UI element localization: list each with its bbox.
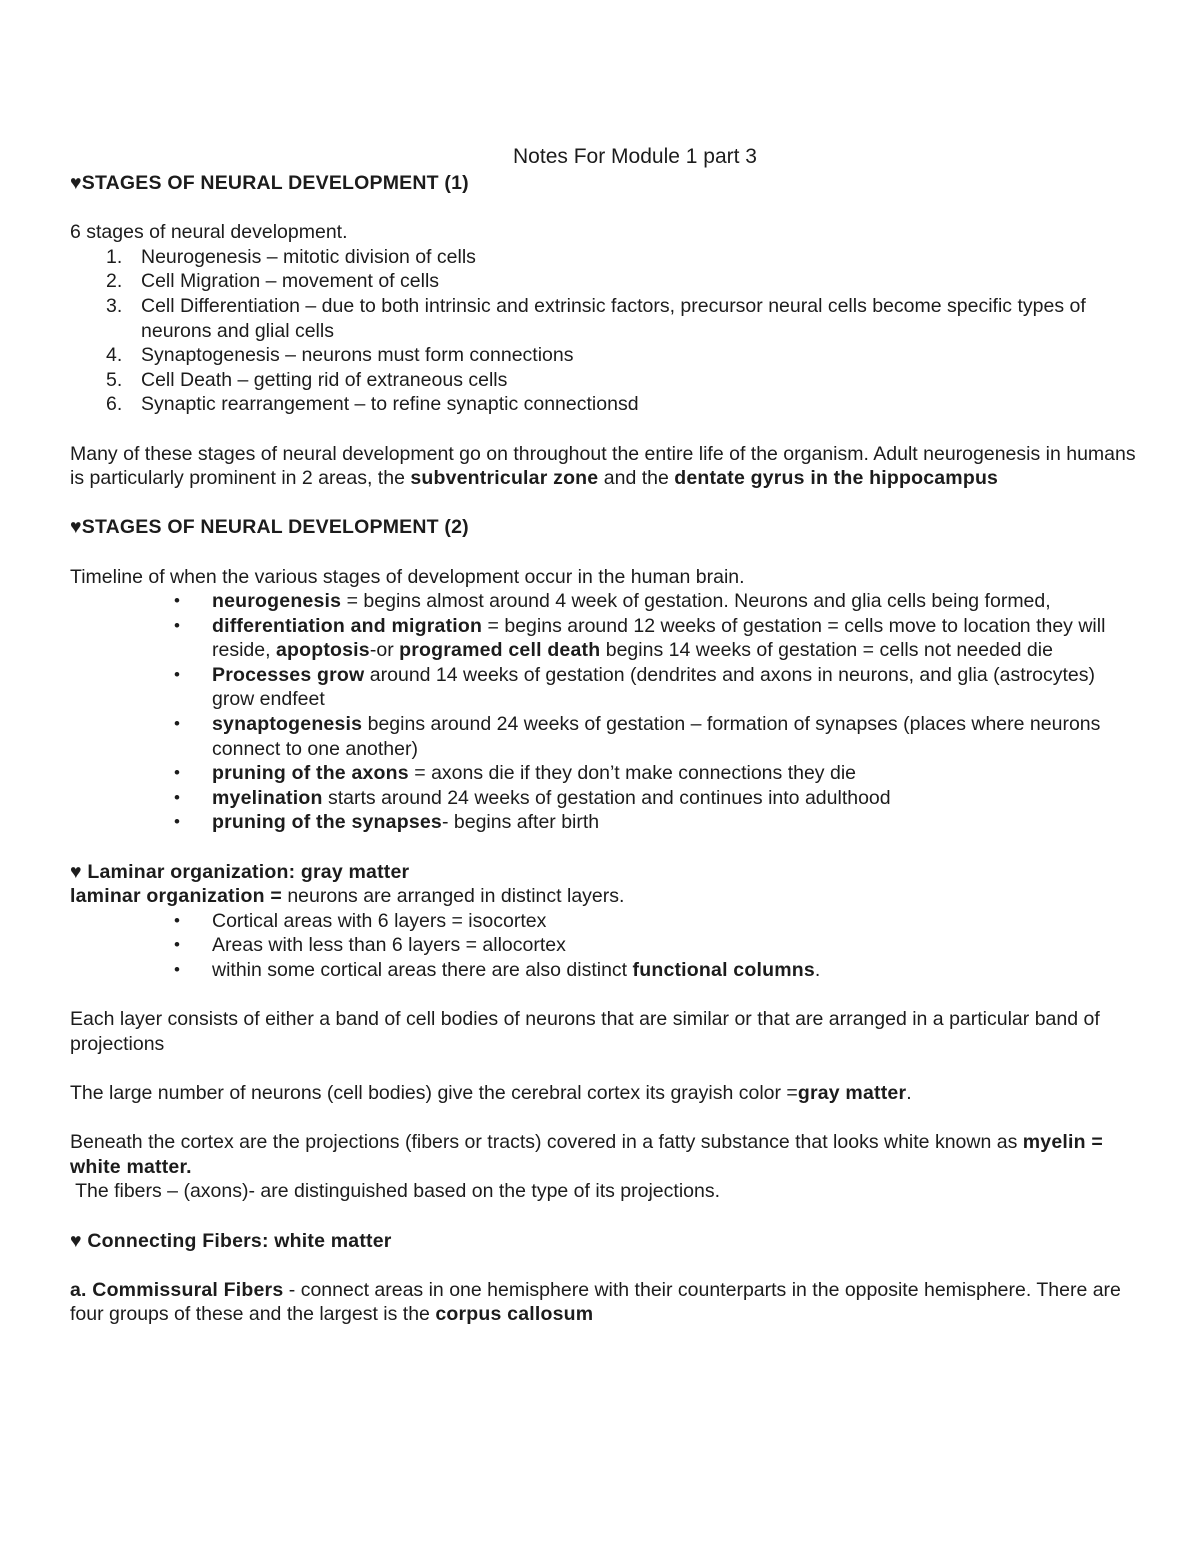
bullet-icon: • bbox=[174, 714, 180, 734]
bold-term: dentate gyrus in the hippocampus bbox=[674, 467, 999, 490]
bold-term: subventricular zone bbox=[410, 467, 599, 490]
bold-term: programed cell death bbox=[399, 639, 601, 662]
bullet-icon: • bbox=[174, 763, 180, 783]
list-item-text: Cell Differentiation – due to both intrinsic and extrinsic factors, precursor neural cells become specific types of neurons and glial cells bbox=[141, 294, 1086, 342]
section2-intro: Timeline of when the various stages of development occur in the human brain. bbox=[70, 565, 745, 588]
bold-term: apoptosis bbox=[275, 639, 370, 662]
list-item-text: begins around 24 weeks of gestation – formation of synapses (places where neurons connect to one another) bbox=[212, 713, 1101, 760]
paragraph-text: Beneath the cortex are the projections (fibers or tracts) covered in a fatty substance that looks white known as bbox=[70, 1131, 1023, 1154]
list-item-text: Synaptogenesis – neurons must form connections bbox=[141, 344, 574, 367]
bold-term: differentiation and migration bbox=[212, 614, 483, 637]
section4-heading bbox=[70, 1229, 1140, 1254]
document-page bbox=[70, 143, 1140, 1327]
bold-term: pruning of the axons bbox=[212, 762, 409, 785]
list-item-text: around 14 weeks of gestation (dendrites and axons in neurons, and glia (astrocytes) grow endfeet bbox=[212, 663, 1095, 711]
bold-term: myelination bbox=[212, 786, 323, 809]
bold-term: synaptogenesis bbox=[212, 713, 363, 736]
list-item-text: Cell Death – getting rid of extraneous cells bbox=[141, 368, 508, 391]
list-item bbox=[70, 810, 1140, 835]
bullet-icon: • bbox=[174, 615, 180, 635]
section3-heading-text: ♥ Laminar organization: gray matter bbox=[70, 860, 410, 883]
list-item-text: = begins around 12 weeks of gestation = cells move to location they will reside, bbox=[212, 614, 1106, 662]
bold-term: neurogenesis bbox=[212, 590, 342, 613]
section2-heading-text: ♥STAGES OF NEURAL DEVELOPMENT (2) bbox=[70, 516, 469, 539]
section3-heading bbox=[70, 860, 1140, 885]
list-item bbox=[70, 294, 1140, 343]
bold-term: a. Commissural Fibers bbox=[70, 1278, 284, 1301]
section4-heading-text: ♥ Connecting Fibers: white matter bbox=[70, 1229, 392, 1252]
list-item bbox=[70, 589, 1140, 614]
list-item-text: = axons die if they don’t make connections they die bbox=[408, 762, 856, 785]
list-item-text: -or bbox=[369, 639, 400, 662]
bold-term: corpus callosum bbox=[435, 1303, 594, 1326]
fibers-paragraph: The fibers – (axons)- are distinguished based on the type of its projections. bbox=[70, 1180, 721, 1203]
bullet-icon: • bbox=[174, 664, 180, 684]
section1-heading-text: ♥STAGES OF NEURAL DEVELOPMENT (1) bbox=[70, 172, 469, 194]
title-text: Notes For Module 1 part 3 bbox=[513, 145, 757, 168]
list-item bbox=[70, 933, 1140, 958]
list-number: 3. bbox=[106, 294, 123, 317]
bold-term: pruning of the synapses bbox=[212, 811, 442, 834]
laminar-definition bbox=[70, 884, 1140, 909]
list-item bbox=[70, 712, 1140, 761]
list-item-text: - begins after birth bbox=[441, 811, 600, 834]
list-item-text: Areas with less than 6 layers = allocortex bbox=[212, 934, 566, 957]
bullet-icon: • bbox=[174, 910, 180, 930]
bullet-icon: • bbox=[174, 960, 180, 979]
timeline-list bbox=[70, 589, 1140, 835]
list-item-text: Synaptic rearrangement – to refine synaptic connectionsd bbox=[141, 393, 639, 416]
list-number: 4. bbox=[106, 344, 123, 367]
section1-heading bbox=[70, 171, 1140, 196]
bullet-icon: • bbox=[174, 935, 180, 955]
section1-paragraph bbox=[70, 442, 1140, 491]
gray-matter-paragraph bbox=[70, 1081, 1140, 1106]
paragraph-text: The large number of neurons (cell bodies) give the cerebral cortex its grayish color = bbox=[70, 1081, 798, 1104]
list-item bbox=[70, 269, 1140, 294]
bold-term: Processes grow bbox=[212, 663, 365, 686]
paragraph-text: - connect areas in one hemisphere with their counterparts in the opposite hemisphere. There are four groups of these and the largest is the bbox=[70, 1278, 1121, 1326]
list-item-text: within some cortical areas there are also distinct bbox=[212, 959, 633, 981]
laminar-list bbox=[70, 909, 1140, 983]
list-item-text: Neurogenesis – mitotic division of cells bbox=[141, 245, 476, 268]
list-item bbox=[70, 614, 1140, 663]
list-item-text: starts around 24 weeks of gestation and continues into adulthood bbox=[322, 786, 891, 809]
list-number: 2. bbox=[106, 270, 123, 293]
bold-term: gray matter bbox=[797, 1081, 907, 1104]
bold-term: myelin = white matter. bbox=[70, 1131, 1103, 1178]
paragraph-text: Many of these stages of neural development go on throughout the entire life of the organism. Adult neurogenesis in humans is particularly prominent in 2 areas, the bbox=[70, 442, 1136, 490]
list-item bbox=[70, 368, 1140, 393]
list-item-text: = begins almost around 4 week of gestation. Neurons and glia cells being formed, bbox=[341, 590, 1051, 613]
list-item bbox=[70, 343, 1140, 368]
list-item-text: . bbox=[814, 959, 821, 981]
stages-list bbox=[70, 245, 1140, 417]
list-item bbox=[70, 761, 1140, 786]
commissural-paragraph bbox=[70, 1278, 1140, 1327]
bold-term: laminar organization = bbox=[70, 885, 282, 908]
list-item bbox=[70, 909, 1140, 934]
list-item bbox=[70, 958, 1140, 983]
list-number: 6. bbox=[106, 393, 123, 416]
list-item-text: Cell Migration – movement of cells bbox=[141, 270, 440, 293]
list-item bbox=[70, 245, 1140, 270]
bullet-icon: • bbox=[174, 787, 180, 807]
paragraph-text: neurons are arranged in distinct layers. bbox=[281, 885, 625, 908]
section2-heading bbox=[70, 515, 1140, 540]
list-item bbox=[70, 663, 1140, 712]
list-item-text: Cortical areas with 6 layers = isocortex bbox=[212, 909, 547, 932]
bullet-icon: • bbox=[174, 591, 180, 611]
list-number: 5. bbox=[106, 368, 123, 391]
paragraph-text: . bbox=[906, 1081, 912, 1104]
list-number: 1. bbox=[106, 245, 123, 268]
white-matter-paragraph bbox=[70, 1130, 1140, 1179]
bold-term: functional columns bbox=[632, 959, 815, 981]
bullet-icon: • bbox=[174, 812, 180, 832]
layer-paragraph: Each layer consists of either a band of cell bodies of neurons that are similar or that are arranged in a particular band of projections bbox=[70, 1008, 1100, 1055]
page-title bbox=[70, 143, 1140, 171]
list-item-text: begins 14 weeks of gestation = cells not needed die bbox=[600, 639, 1053, 662]
paragraph-text: and the bbox=[598, 467, 675, 490]
list-item bbox=[70, 786, 1140, 811]
section1-intro: 6 stages of neural development. bbox=[70, 221, 348, 244]
list-item bbox=[70, 392, 1140, 417]
